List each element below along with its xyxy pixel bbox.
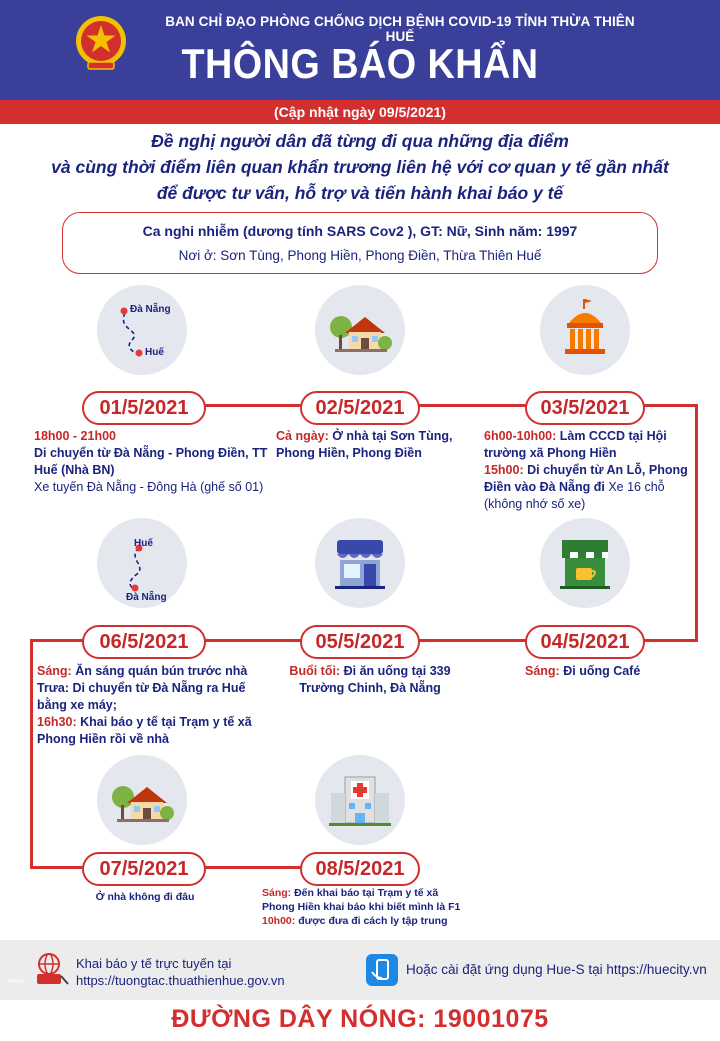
- hospital-icon: [315, 755, 405, 845]
- date-pill-06-05: 06/5/2021: [82, 625, 206, 659]
- event-label: Sáng:: [525, 664, 560, 678]
- www-label: www: [8, 978, 24, 985]
- event-time: 6h00-10h00:: [484, 429, 557, 443]
- event-03-05: [484, 428, 694, 513]
- event-label: Sáng:: [262, 887, 292, 899]
- case-description: Ca nghi nhiễm (dương tính SARS Cov2 ), GT: Nữ, Sinh năm: 1997: [142, 223, 578, 239]
- timeline-connector: [695, 404, 698, 641]
- event-time: 15h00:: [484, 463, 524, 477]
- hotline[interactable]: ĐƯỜNG DÂY NÓNG: 19001075: [171, 1005, 549, 1033]
- event-text: Trưa: Di chuyển từ Đà Nẵng ra Huế bằng xe máy;: [37, 681, 246, 712]
- map-label-hue: Huế: [134, 538, 153, 549]
- cafe-icon: [540, 518, 630, 608]
- event-time: 18h00 - 21h00: [34, 429, 116, 443]
- map-label-danang: Đà Nẵng: [126, 592, 167, 603]
- date-pill-02-05: 02/5/2021: [300, 391, 420, 425]
- event-08-05: [262, 886, 462, 928]
- map-label-hue: Huế: [145, 347, 164, 358]
- case-address: Nơi ở: Sơn Tùng, Phong Hiền, Phong Điền, Thừa Thiên Huế: [178, 248, 542, 263]
- page-title: THÔNG BÁO KHẨN: [181, 40, 539, 87]
- event-label: Buổi tối:: [289, 664, 341, 678]
- event-text: Đến khai báo tại Trạm y tế xã Phong Hiền khai báo khi biết mình là F1: [262, 887, 461, 913]
- event-text: Khai báo y tế tại Trạm y tế xã Phong Hiền rồi về nhà: [37, 715, 252, 746]
- date-pill-07-05: 07/5/2021: [82, 852, 206, 886]
- event-01-05: [34, 428, 274, 496]
- event-07-05: Ở nhà không đi đâu: [95, 891, 195, 903]
- event-time: 10h00:: [262, 915, 296, 927]
- online-declaration-link[interactable]: https://tuongtac.thuathienhue.gov.vn: [76, 973, 285, 988]
- event-text: Ăn sáng quán bún trước nhà: [75, 664, 248, 678]
- event-time: 16h30:: [37, 715, 77, 729]
- restaurant-icon: [315, 518, 405, 608]
- event-text: Đi uống Café: [563, 664, 641, 678]
- national-emblem-icon: [74, 14, 128, 72]
- case-info-box: [62, 212, 658, 274]
- date-pill-08-05: 08/5/2021: [300, 852, 420, 886]
- timeline-connector: [30, 639, 33, 869]
- event-label: Sáng:: [37, 664, 72, 678]
- app-download-icon: [366, 954, 398, 986]
- update-date: (Cập nhật ngày 09/5/2021): [274, 104, 446, 120]
- intro-line-1: Đề nghị người dân đã từng đi qua những địa điểm: [151, 131, 569, 151]
- event-note: Xe 16 chỗ (không nhớ số xe): [484, 480, 665, 511]
- event-label: Cả ngày:: [276, 429, 329, 443]
- intro-line-2: và cùng thời điểm liên quan khẩn trương liên hệ với cơ quan y tế gần nhất: [51, 157, 669, 177]
- globe-www-icon: [36, 952, 70, 986]
- online-declaration-label: Khai báo y tế trực tuyến tại: [76, 956, 232, 971]
- online-declaration: [76, 955, 285, 989]
- house-icon: [315, 285, 405, 375]
- event-text: được đưa đi cách ly tập trung: [298, 915, 448, 927]
- intro-text: [20, 128, 700, 206]
- event-text: Đi ăn uống tại 339 Trường Chinh, Đà Nẵng: [299, 664, 451, 695]
- event-text: Di chuyển từ An Lỗ, Phong Điền vào Đà Nẵng đi: [484, 463, 688, 494]
- header-organization: BAN CHỈ ĐẠO PHÒNG CHỐNG DỊCH BỆNH COVID-19 TỈNH THỪA THIÊN HUẾ: [165, 14, 635, 44]
- route-map-icon: [97, 285, 187, 375]
- date-pill-04-05: 04/5/2021: [525, 625, 645, 659]
- date-pill-03-05: 03/5/2021: [525, 391, 645, 425]
- event-text: Làm CCCD tại Hội trường xã Phong Hiền: [484, 429, 667, 460]
- map-label-danang: Đà Nẵng: [130, 304, 171, 315]
- event-04-05: [525, 663, 675, 680]
- event-05-05: [285, 663, 455, 697]
- intro-line-3: để được tư vấn, hỗ trợ và tiến hành khai báo y tế: [156, 183, 564, 203]
- house-icon: [97, 755, 187, 845]
- date-pill-01-05: 01/5/2021: [82, 391, 206, 425]
- date-pill-05-05: 05/5/2021: [300, 625, 420, 659]
- event-text: Di chuyển từ Đà Nẵng - Phong Điền, TT Huế (Nhà BN): [34, 446, 268, 477]
- government-building-icon: [540, 285, 630, 375]
- event-text: Ở nhà tại Sơn Tùng, Phong Hiền, Phong Điền: [276, 429, 453, 460]
- event-02-05: [276, 428, 466, 462]
- event-note: Xe tuyến Đà Nẵng - Đông Hà (ghế số 01): [34, 480, 264, 494]
- app-download-text[interactable]: Hoặc cài đặt ứng dụng Hue-S tại https://huecity.vn: [406, 962, 707, 977]
- event-06-05: [37, 663, 267, 748]
